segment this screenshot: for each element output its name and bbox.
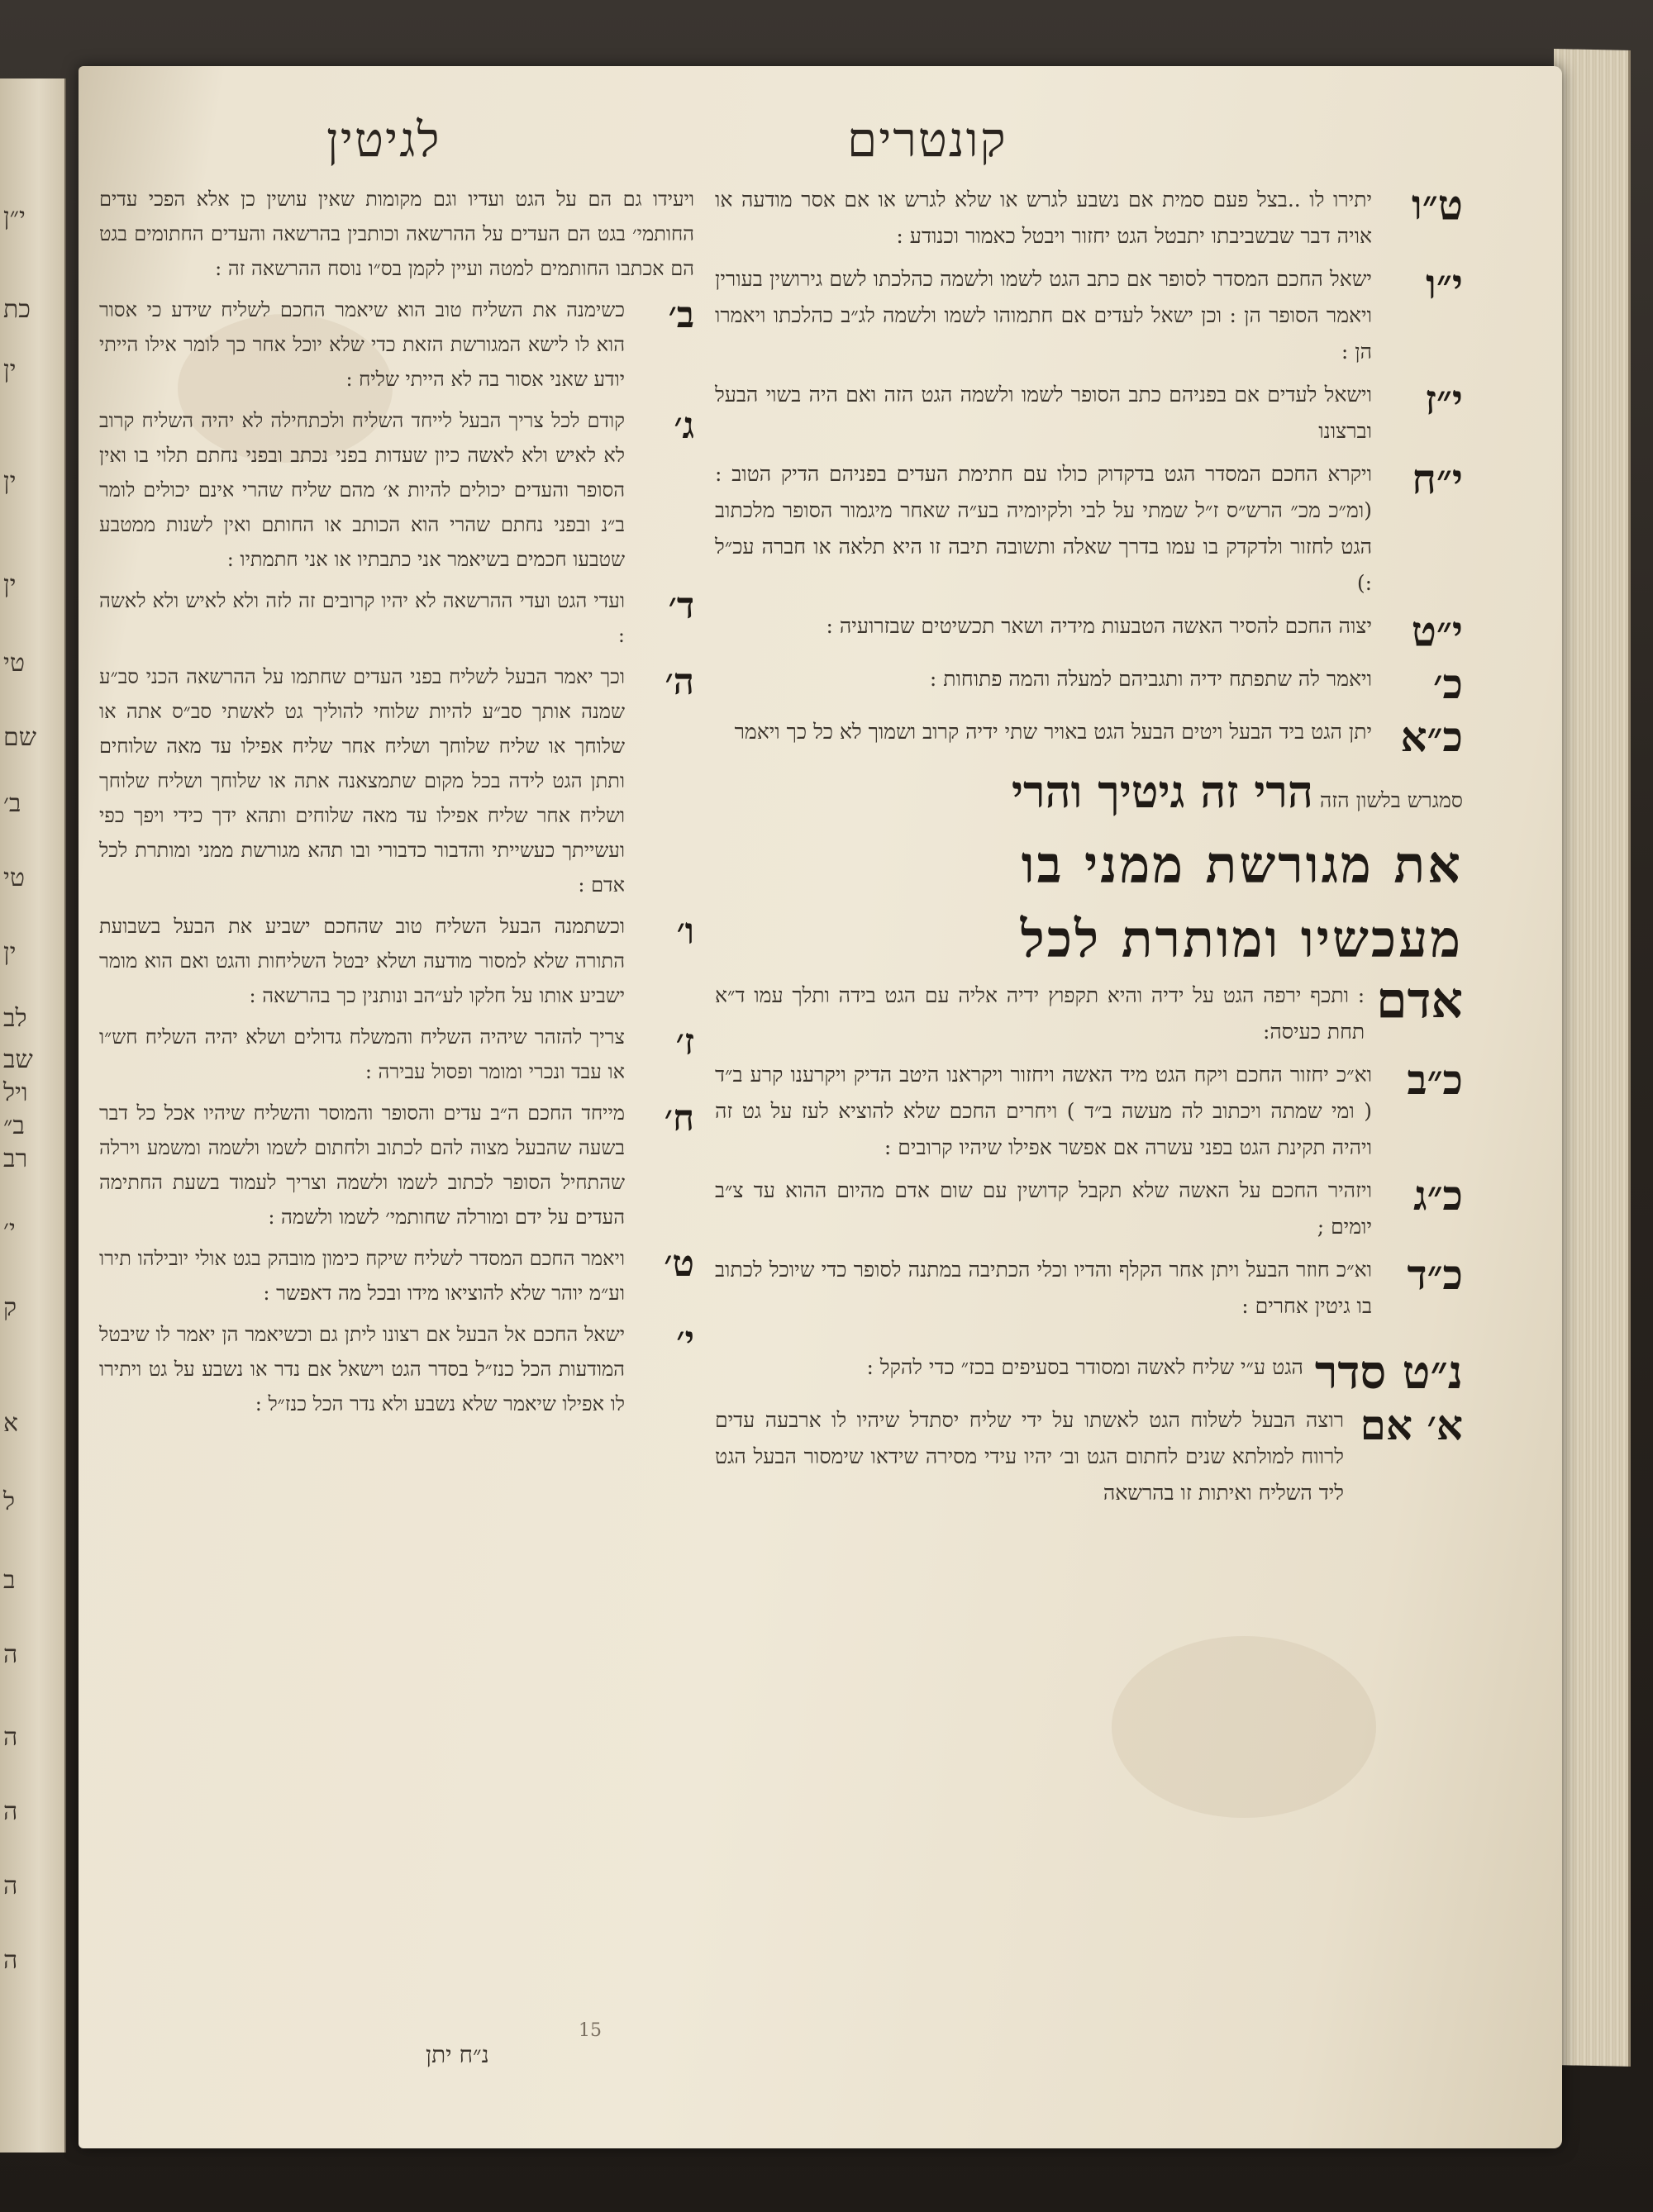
left-fragment: ה bbox=[3, 1640, 18, 1669]
formula-large-line: מעכשיו ומותרת לכל bbox=[1020, 909, 1463, 969]
paragraph-text: רוצה הבעל לשלוח הגט לאשתו על ידי שליח יסתדל שיהיו לו ארבעה עדים לרווח למולתא שנים לחתום הגט וב׳ יהיו עידי מסירה שידאו שימסור הבעל הגט ליד השליח ואיתות זו בהרשאה bbox=[715, 1408, 1344, 1505]
section-heading bbox=[715, 1345, 1463, 1400]
paragraph-number: כ״ד bbox=[1407, 1250, 1463, 1299]
left-fragment: ב׳ bbox=[3, 789, 21, 818]
paragraph-number: י״ו bbox=[1426, 259, 1463, 308]
paragraph-text: יתן הגט ביד הבעל ויטים הבעל הגט באויר שתי ידיה קרוב ושמוך לא כל כך ויאמר bbox=[734, 720, 1372, 744]
paragraph bbox=[99, 659, 694, 902]
formula-large-line: את מגורשת ממני בו bbox=[1021, 835, 1463, 895]
paragraph-number: ד׳ bbox=[668, 585, 694, 627]
paragraph bbox=[99, 1317, 694, 1421]
paragraph-number: כ״ג bbox=[1413, 1171, 1463, 1220]
paragraph bbox=[715, 608, 1463, 654]
paragraph-number: ו׳ bbox=[676, 911, 694, 953]
paragraph-text: כשימנה את השליח טוב הוא שיאמר החכם לשליח שידע כי אסור הוא לו לישא המגורשת הזאת כדי שלא יוכל אחר כך לומר אילו הייתי יודע שאני אסור בה לא הייתי שליח : bbox=[99, 298, 625, 391]
formula-inline-large: הרי זה גיטיך והרי bbox=[1011, 765, 1313, 818]
left-fragment: ל bbox=[3, 1487, 16, 1516]
section-number: נ״ט סדר bbox=[1314, 1345, 1463, 1400]
page-fore-edge bbox=[1554, 49, 1631, 2067]
paragraph bbox=[99, 403, 694, 577]
formula-word-adam: אדם bbox=[1376, 972, 1463, 1030]
running-header-left: לגיטין bbox=[326, 112, 441, 168]
paragraph-text: : ותכף ירפה הגט על ידיה והיא תקפוץ ידיה אליה עם הגט בידה ותלך עמו ד״א תחת כעיסה: bbox=[715, 983, 1365, 1044]
paragraph-number: כ״א bbox=[1400, 712, 1463, 761]
paragraph-text: וכשתמנה הבעל השליח טוב שהחכם ישביע את הבעל בשבועת התורה שלא למסור מודעה ושלא יבטל השליחות והגט ואם הוא מומר ישביע אותו על חלקו לע״הב ונותנין כך בהרשאה : bbox=[99, 915, 625, 1007]
left-fragment: א bbox=[3, 1409, 19, 1438]
paragraph bbox=[715, 456, 1463, 602]
paragraph-text: ישאל החכם אל הבעל אם רצונו ליתן גם וכשיאמר הן יאמר לו שיבטל המודעות הכל כנז״ל בסדר הגט וישאל אם נדר או נשבע על גט ויתירו לו אפילו שיאמר שלא נשבע ולא נדר הכל כנז״ל : bbox=[99, 1323, 625, 1415]
paragraph-text: יתירו לו ..בצל פעם סמית אם נשבע לגרש או שלא לגרש או אם אסר מודעה או אויה דבר שבשביבתו יתבטל הגט יחזור ויבטל כאמור וכנודע : bbox=[715, 188, 1372, 248]
left-fragment: טי bbox=[3, 863, 25, 892]
paragraph-text: וא״כ חוזר הבעל ויתן אחר הקלף והדיו וכלי הכתיבה במתנה לסופר כדי שיוכל לכתוב בו גיטין אחרים : bbox=[715, 1258, 1372, 1318]
paragraph-number: י״ח bbox=[1412, 454, 1463, 503]
left-fragment: ה bbox=[3, 1723, 18, 1752]
paragraph bbox=[99, 1096, 694, 1234]
paragraph bbox=[715, 1402, 1463, 1511]
left-fragment: טי bbox=[3, 649, 25, 678]
paragraph bbox=[715, 377, 1463, 450]
paragraph bbox=[715, 714, 1463, 760]
left-fragment: ין bbox=[3, 467, 17, 496]
paragraph-number: י״ט bbox=[1411, 607, 1463, 655]
left-fragment: רב bbox=[3, 1144, 28, 1173]
paragraph bbox=[715, 1252, 1463, 1325]
left-fragment: לב bbox=[3, 1004, 27, 1033]
paragraph-number: ה׳ bbox=[665, 661, 694, 703]
paragraph-text: וא״כ יחזור החכם ויקח הגט מיד האשה ויחזור ויקראנו היטב הדיק ויקרענו קרע ב״ד ( ומי שמתה ויכתוב לה מעשה ב״ד ) ויחרים החכם שלא להוציא לעז על גט זה ויהיה תקינת הגט בפני עשרה אם אפשר אפילו שיהיו קרובים : bbox=[715, 1063, 1372, 1159]
left-fragment: שב bbox=[3, 1045, 33, 1074]
left-fragment: ב bbox=[3, 1566, 16, 1595]
left-fragment: ה bbox=[3, 1797, 18, 1826]
paragraph-text: יצוה החכם להסיר האשה הטבעות מידיה ושאר תכשיטים שבזרועיה : bbox=[826, 614, 1372, 638]
paragraph-number: ג׳ bbox=[674, 405, 694, 447]
paragraph-text: וכך יאמר הבעל לשליח בפני העדים שחתמו על ההרשאה הכני סב״ע שמנה אותך סב״ע להיות שלוחי להוליך גט לאשתי סב״ס אתה או שלוחך או שליח שלוחך ושליח אחר שליח אפילו עד מאה שלוחים ותתן הגט לידה בכל מקום שתמצאנה אתה או שלוחך ושליח שלוחך ושליח אחר שליח אפילו עד מאה שלוחים ותהא ידך כידי ויפך כפי ועשייתך כעשייתי והדבור כדבורי ובו תהא מגורשת ממני ומותרת לכל אדם : bbox=[99, 665, 625, 897]
left-fragment: כת bbox=[3, 295, 31, 324]
paragraph-text: ויזהיר החכם על האשה שלא תקבל קדושין עם שום אדם מהיום ההוא עד צ״ב יומים ; bbox=[715, 1178, 1372, 1239]
running-header-right: קונטרים bbox=[847, 112, 1008, 168]
catchword: נ״ח יתן bbox=[426, 2041, 489, 2068]
paragraph-text: ויאמר החכם המסדר לשליח שיקח כימון מובהק בגט אולי יובילהו תירו וע״מ יוהר שלא להוציאו מידו ובכל מה דאפשר : bbox=[99, 1247, 625, 1305]
paragraph-number: ט״ו bbox=[1412, 180, 1463, 229]
paragraph bbox=[99, 293, 694, 397]
paragraph bbox=[99, 1241, 694, 1311]
left-fragment: ק bbox=[3, 1293, 17, 1322]
formula-lead-text: סמגרש בלשון הזה bbox=[1319, 788, 1463, 812]
left-fragment: י״ן bbox=[3, 202, 26, 231]
paragraph-number: ז׳ bbox=[675, 1021, 694, 1063]
paragraph-text: ועדי הגט ועדי ההרשאה לא יהיו קרובים זה לזה ולא לאיש ולא לאשה : bbox=[99, 589, 625, 647]
paper-stain bbox=[1112, 1636, 1376, 1818]
paragraph bbox=[99, 583, 694, 653]
section-title: הגט ע״י שליח לאשה ומסודר בסעיפים בכז״ כדי להקל : bbox=[866, 1355, 1303, 1379]
left-fragment: ה bbox=[3, 1872, 18, 1900]
left-fragment: י׳ bbox=[3, 1215, 16, 1244]
paragraph bbox=[715, 1173, 1463, 1245]
paragraph-text: צריך להזהר שיהיה השליח והמשלח גדולים ושלא יהיה השליח חש״ו או עבד ונכרי ומומר ופסול עבירה : bbox=[99, 1025, 625, 1083]
book-page bbox=[79, 66, 1562, 2148]
paragraph-number: א׳ אם bbox=[1360, 1401, 1463, 1449]
paragraph-number: ח׳ bbox=[664, 1097, 694, 1139]
paragraph-text: מייחד החכם ה״ב עדים והסופר והמוסר והשליח שיהיו אכל כל דבר בשעה שהבעל מצוה להם לכתוב ולחתום לשמו ולשמה ומשמע וירלה שהתחיל הסופר לכתוב לשמו ולשמה וצריך לעמוד בשעת החתימה העדים על ידם ומורלה שחותמי׳ לשמו ולשמה : bbox=[99, 1101, 625, 1229]
paragraph-text: ויקרא החכם המסדר הגט בדקדוק כולו עם חתימת העדים בפניהם הדיק הטוב : (ומ״כ מכ״ הרש״ס ז״ל שמתי על לבי ולקיומיה בע״ה שאחר מיגמור הסופר מלכתוב הגט לחזור ולדקדק בו עמו בדרך שאלה ותשובה תיבה זו היא תלאה או חברה עכ״ל :) bbox=[715, 462, 1372, 595]
paragraph-number: ט׳ bbox=[664, 1243, 694, 1285]
paragraph bbox=[715, 972, 1463, 1050]
paragraph-number: ב׳ bbox=[668, 294, 694, 336]
folio-number: 15 bbox=[579, 2020, 602, 2041]
paragraph-number: י׳ bbox=[676, 1319, 694, 1361]
paragraph-text: ויאמר לה שתפתח ידיה ותגביהם למעלה והמה פתוחות : bbox=[929, 667, 1372, 691]
paragraph-text: קודם לכל צריך הבעל לייחד השליח ולכתחילה לא יהיה השליח קרוב לא לאיש ולא לאשה כיון שעדות בפני נכתב ובפני נחתם תלוי בו ואין הסופר והעדים יכולים להיות א׳ מהם שליח שהרי אינם יכולים לומר ב״נ ובפני נחתם שהרי הוא הכותב או החותם ואין לשנות ממטבע שטבעו חכמים בשיאמר אני כתבתיו או אני חתמתיו : bbox=[99, 409, 625, 571]
paragraph bbox=[715, 661, 1463, 707]
right-column bbox=[715, 182, 1463, 1518]
left-column bbox=[99, 182, 694, 1434]
paragraph-number: כ׳ bbox=[1433, 659, 1463, 708]
paragraph-number: י״ז bbox=[1424, 375, 1463, 424]
paragraph bbox=[99, 909, 694, 1013]
left-fragment: ין bbox=[3, 570, 17, 599]
left-fragment: ויל bbox=[3, 1078, 28, 1107]
paragraph bbox=[99, 1020, 694, 1089]
paragraph-number: כ״ב bbox=[1407, 1055, 1463, 1104]
formula-lead bbox=[715, 767, 1463, 825]
continuation-text: ויעידו גם הם על הגט ועדיו וגם מקומות שאין עושין כן אלא הפכי עדים החותמי׳ בגט הם העדים על ההרשאה וכותבין בהרשאה והעדים החתומים בגט הם אכתבו החותמים למטה ועיין לקמן בס״ו נוסח ההרשאה זה : bbox=[99, 188, 694, 280]
paragraph bbox=[715, 261, 1463, 370]
left-page-edge bbox=[0, 78, 66, 2153]
left-fragment: ין bbox=[3, 355, 17, 384]
left-fragment: ין bbox=[3, 938, 17, 967]
paragraph-text: וישאל לעדים אם בפניהם כתב הסופר לשמו ולשמה הגט הזה ואם היה בשוי הבעל וברצונו bbox=[715, 383, 1372, 443]
paragraph bbox=[715, 182, 1463, 254]
paragraph bbox=[715, 1057, 1463, 1166]
left-fragment: ה bbox=[3, 1946, 18, 1975]
paragraph-text: ישאל החכם המסדר לסופר אם כתב הגט לשמו ולשמה כהלכתו לשם גירושין בעורין ויאמר הסופר הן : וכן ישאל לעדים אם חתמוהו לשמו ולשמה לג״ב כהלכתו ויאמרו הן : bbox=[715, 267, 1372, 364]
left-fragment: ב״ bbox=[3, 1111, 25, 1140]
left-fragment: שם bbox=[3, 723, 36, 752]
